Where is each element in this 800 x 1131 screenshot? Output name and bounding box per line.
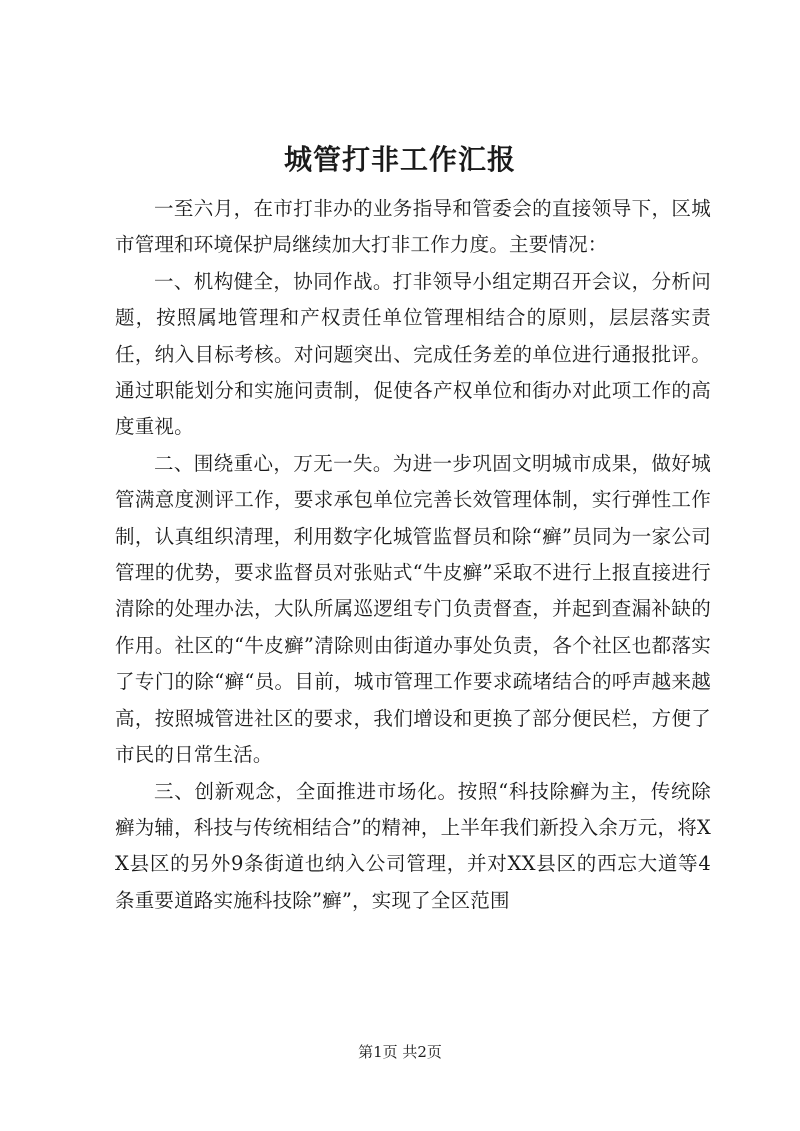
- document-title: 城管打非工作汇报: [283, 143, 516, 176]
- paragraph-intro: 一至六月，在市打非办的业务指导和管委会的直接领导下，区城市管理和环境保护局继续加大打非工作力度。主要情况：: [115, 197, 711, 257]
- page-number-footer: 第1页 共2页: [358, 1043, 442, 1061]
- document-body: [115, 191, 711, 919]
- paragraph-section-3: 三、创新观念，全面推进市场化。按照“科技除癣为主，传统除癣为辅，科技与传统相结合”的精神，上半年我们新投入余万元，将XX县区的另外9条街道也纳入公司管理，并对XX县区的西忘大道等4条重要道路实施科技除”癣”，实现了全区范围: [115, 779, 711, 912]
- paragraph-section-2: 二、围绕重心，万无一失。为进一步巩固文明城市成果，做好城管满意度测评工作，要求承包单位完善长效管理体制，实行弹性工作制，认真组织清理，利用数字化城管监督员和除“癣”员同为一家公司管理的优势，要求监督员对张贴式“牛皮癣”采取不进行上报直接进行清除的处理办法，大队所属巡逻组专门负责督查，并起到查漏补缺的作用。社区的“牛皮癣”清除则由街道办事处负责，各个社区也都落实了专门的除“癣“员。目前，城市管理工作要求疏堵结合的呼声越来越高，按照城管进社区的要求，我们增设和更换了部分便民栏，方便了市民的日常生活。: [115, 451, 711, 767]
- paragraph-section-1: 一、机构健全，协同作战。打非领导小组定期召开会议，分析问题，按照属地管理和产权责任单位管理相结合的原则，层层落实责任，纳入目标考核。对问题突出、完成任务差的单位进行通报批评。通过职能划分和实施问责制，促使各产权单位和街办对此项工作的高度重视。: [115, 269, 711, 439]
